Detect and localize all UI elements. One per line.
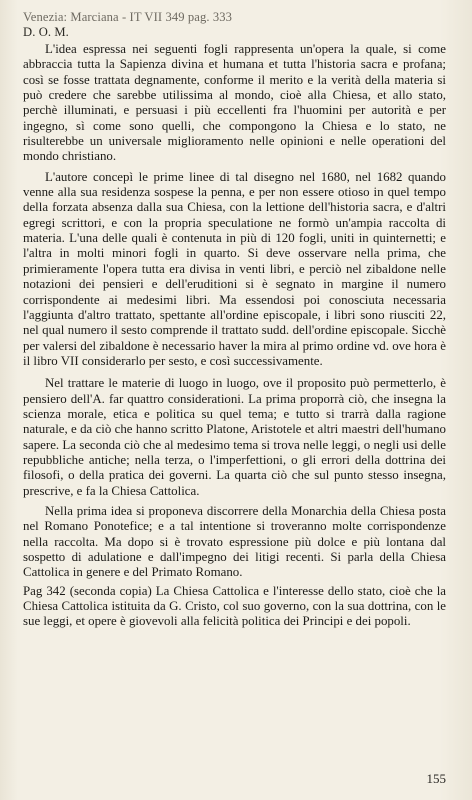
paragraph-prima-idea: Nella prima idea si proponeva discorrere della Monarchia della Chiesa posta nel Romano Ponotefice; e a tal intentione si troveranno molte corrispondenze nella raccolta. Ma dopo si è trovato espressione più dolce e più lontana dal sospetto di adulatione e dall'impegno dei litigi recenti. Si parla della Chiesa Cattolica in genere e del Primato Romano. xyxy=(23,503,446,580)
paragraph-trattare: Nel trattare le materie di luogo in luogo, ove il proposito può permetterlo, è pensiero dell'A. far quattro considerationi. La prima proporrà ciò, che insegna la scienza morale, etica e politica su quel tema; e tutto si trarrà dalla ragione naturale, e da ciò che hanno scritto Platone, Aristotele et altri maestri dell'humano sapere. La seconda ciò che al medesimo tema si trova nelle leggi, o negli usi delle repubbliche antiche; nella terza, o l'imperfettioni, o gli errori della dottrina dei filosofi, o della pratica dei governi. La quarta ciò che sul punto stesso insegna, prescrive, e fa la Chiesa Cattolica. xyxy=(23,376,446,498)
dom-dedication: D. O. M. xyxy=(23,25,69,39)
manuscript-source-reference: Venezia: Marciana - IT VII 349 pag. 333 xyxy=(23,10,233,24)
paragraph-autore: L'autore concepì le prime linee di tal disegno nel 1680, nel 1682 quando venne alla sua residenza sospese la penna, e per non essere otioso in quel tempo della forzata absenza dalla sua Chiesa, con la lettione dell'historia sacra, e d'altri egregi scrittori, e con la propria speculatione ne formò un'ampia raccolta di materia. L'una delle quali è contenuta in più di 120 fogli, uniti in quinternetti; e l'altra in molti minori fogli in quarto. Si deve osservare nella prima, che primieramente l'opera tutta era divisa in venti libri, e perciò nel zibaldone nelle notazioni dei pensieri e dell'eruditioni si è segnato in margine il numero corrispondente ai medesimi libri. Ma essendosi poi conosciuta necessaria l'aggiunta d'altro trattato, spettante all'ordine episcopale, i libri sono riusciti 22, nel qual numero il sesto comprende il trattato sudd. dell'ordine episcopale. Sicchè per valersi del zibaldone è necessario haver la mira al primo ordine vd. ove hora è il libro VII considerarlo per sesto, e così successivamente. xyxy=(23,169,446,368)
document-body xyxy=(23,42,446,630)
paragraph-pag-342: Pag 342 (seconda copia) La Chiesa Cattolica e l'interesse dello stato, cioè che la Chiesa Cattolica istituita da G. Cristo, col suo governo, con la sua dottrina, con le sue leggi, et opere è giovevoli alla felicità politica dei Principi e dei popoli. xyxy=(23,583,446,629)
page-header xyxy=(23,10,443,40)
paragraph-idea: L'idea espressa nei seguenti fogli rappresenta un'opera la quale, si come abbraccia tutta la Sapienza divina et humana et tutta l'historia sacra e profana; così se fosse trattata degnamente, conforme il merito e la verità della materia si può credere che sarebbe utilissima al mondo, cioè alla Chiesa, et allo stato, perchè illuminati, e persuasi i più eccellenti fra l'huomini per autorità e per ingegno, sì come sono quelli, che compongono la Chiesa e lo stato, ne risulterebbe un universale miglioramento nelle opinioni e nelle operationi del mondo christiano. xyxy=(23,42,446,164)
page-number: 155 xyxy=(426,771,446,786)
